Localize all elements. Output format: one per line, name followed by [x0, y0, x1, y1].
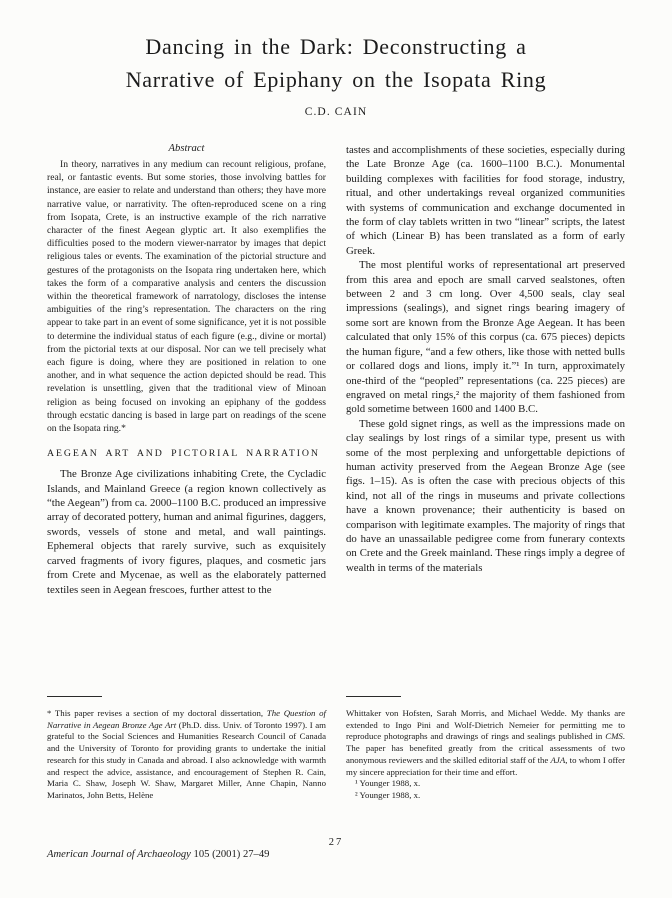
section-heading: AEGEAN ART AND PICTORIAL NARRATION: [47, 448, 320, 460]
footnote-2: ² Younger 1988, x.: [355, 789, 421, 800]
masthead: [0, 30, 672, 118]
abstract-text: In theory, narratives in any medium can recount religious, profane, real, or fantastic events. But some stories, those involving battles for instance, are easier to relate and understand than others; they have more narrative value, or narrativity. The often-reproduced scene on a ring from Isopata, Crete, is an instructive example of the rich narrative character of the finest Aegean glyptic art. It also exemplifies the difficulties posed to the modern viewer-narrator by images that depict religious tales or events. The examination of the pictorial structure and gestures of the protagonists on the Isopata ring undertaken here, which takes the form of a comparative analysis and centers the discussion within the theoretical framework of narratology, discloses the intense ambiguities of the ring’s representation. The characters on the ring appear to take part in an event of some significance, yet it is not possible to determine the individual status of each figure (e.g., divine or mortal) from the pictorial texts at our disposal. Nor can we tell precisely what each figure is doing, where they are positioned in relation to one another, and in what sequence the action depicted should be read. This revelation is unsettling, given that the traditional view of Minoan religion as being focused on invoking an epiphany of the goddess through ecstatic dancing is based in large part on readings of the scene on the Isopata ring.*: [47, 159, 326, 435]
left-column-body: [47, 467, 326, 597]
left-column: [47, 143, 326, 597]
author-byline: C.D. CAIN: [304, 106, 368, 118]
body-paragraph: tastes and accomplishments of these societies, especially during the Late Bronze Age (ca. 1600–1100 B.C.). Monumental building complexes with facilities for food storage, industry, ritual, and other undertakings reveal organized communities with systems of communication and exchange documented in the form of clay tablets written in two “linear” scripts, the latest of which (Linear B) has been translated as a form of early Greek.: [346, 144, 625, 257]
body-paragraph: These gold signet rings, as well as the impressions made on clay sealings by lost rings of a similar type, present us with some of the most perplexing and unforgettable depictions of human activity preserved from the Aegean Bronze Age (see figs. 1–15). As is often the case with precious objects of this kind, not all of the rings in museums and private collections have a known provenance; their authenticity is based on comparison with legitimate examples. The majority of rings that do have an unassailable pedigree come from funerary contexts on Crete and the Greek mainland. These rings imply a degree of wealth in terms of the materials: [346, 417, 625, 574]
footnote-rule: [346, 696, 401, 697]
footnote-block-left: [47, 696, 326, 802]
page-title-line-1: Dancing in the Dark: Deconstructing a: [145, 34, 527, 59]
footnote-1: ¹ Younger 1988, x.: [355, 778, 421, 789]
page-title-line-2: Narrative of Epiphany on the Isopata Ring: [125, 67, 547, 92]
footnote-block-right: [346, 696, 625, 802]
footnote-continuation-text: Whittaker von Hofsten, Sarah Morris, and Michael Wedde. My thanks are extended to Ingo Pini and Wolf-Dietrich Nemeier for permitting me to reproduce photographs and drawings of rings and sealings published in CMS. The paper has benefited greatly from the critical assessments of two anonymous reviewers and the skilled editorial staff of the AJA, to whom I offer my sincere appreciation for their time and effort.: [346, 708, 625, 777]
journal-citation: American Journal of Archaeology 105 (2001) 27–49: [47, 849, 270, 860]
body-paragraph: The Bronze Age civilizations inhabiting Crete, the Cycladic Islands, and Mainland Greece (a region known collectively as “the Aegean”) from ca. 2000–1100 B.C. produced an impressive array of decorated pottery, human and animal figurines, daggers, swords, vessels of stone and metal, and wall paintings. Ephemeral objects that rarely survive, such as exquisitely carved fragments of ivory figures, plaques, and cosmetic jars from Crete and Mycenae, as well as the elaborately patterned textiles seen in Aegean frescoes, further attest to the: [47, 468, 327, 596]
two-column-body: [47, 143, 625, 597]
right-column: [346, 143, 625, 597]
footnote-rule: [47, 696, 102, 697]
body-paragraph: The most plentiful works of representational art preserved from this area and epoch are small carved sealstones, often between 2 and 3 cm long. Over 4,500 seals, clay seal impressions (sealings), and signet rings bearing imagery of some sort are known from the Bronze Age Aegean. It has been calculated that only 15% of this corpus (ca. 675 pieces) depicts the human figure, “and a few others, like those with netted bulls or collared dogs and lions, imply it.”¹ In turn, approximately one-third of the “peopled” representations (ca. 225 pieces) are engraved on metal rings,² the majority of them fashioned from gold sometime between 1600 and 1400 B.C.: [346, 259, 625, 416]
page-number: 27: [328, 837, 344, 848]
abstract-heading: Abstract: [168, 143, 205, 154]
footnote-asterisk-text: * This paper revises a section of my doctoral dissertation, The Question of Narrative in Aegean Bronze Age Art (Ph.D. diss. Univ. of Toronto 1997). I am grateful to the Social Sciences and Humanities Research Council of Canada and the University of Toronto for providing grants to undertake the initial research for this study in Canada and abroad. I also acknowledge with warmth and respect the advice, assistance, and encouragement of Stephen R. Cain, Maria C. Shaw, Joseph W. Shaw, Margaret Miller, Anne Chapin, Nanno Marinatos, John Betts, Helène: [47, 708, 326, 800]
